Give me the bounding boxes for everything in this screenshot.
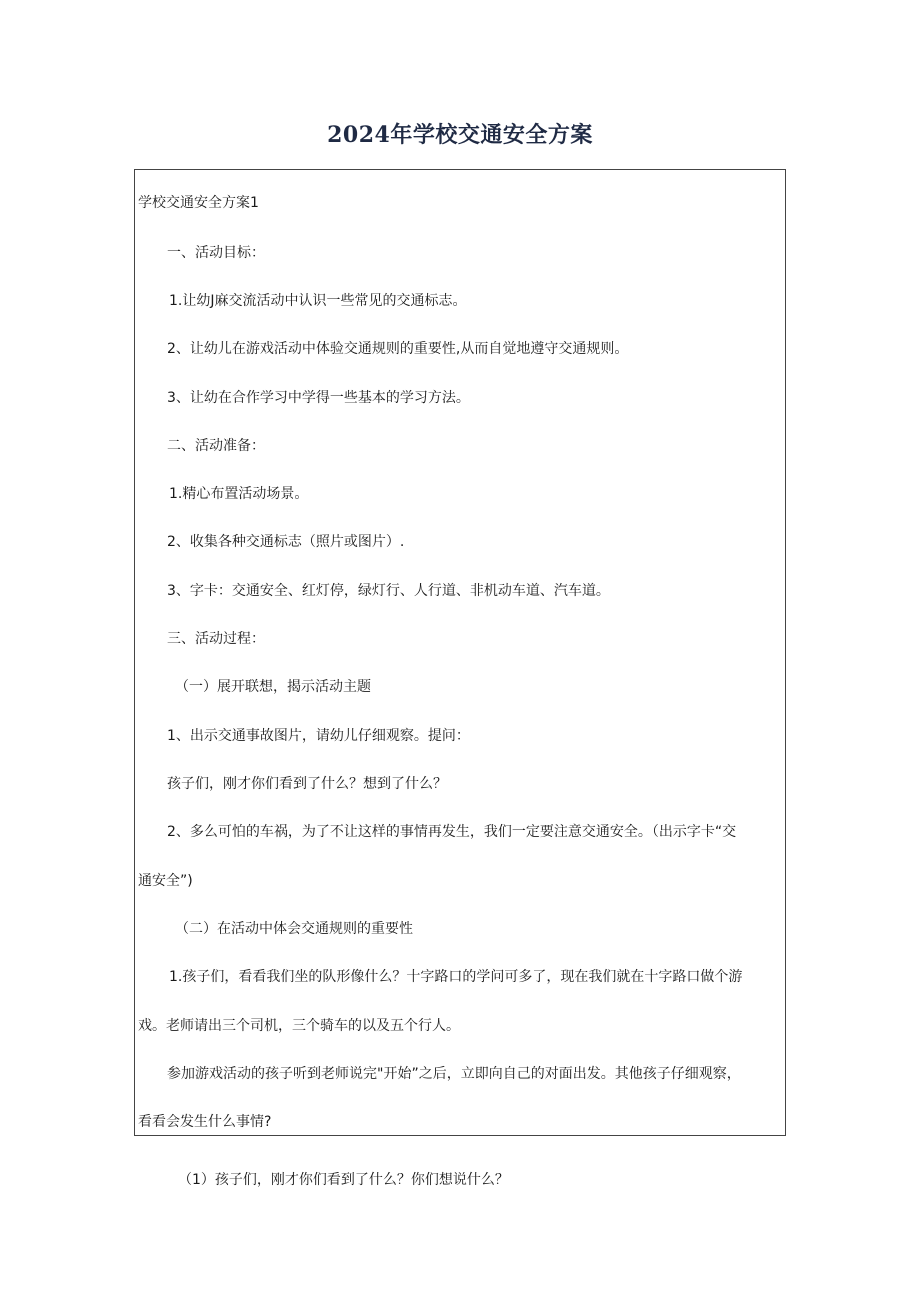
- paragraph: 看看会发生什么事情?: [138, 1114, 272, 1130]
- paragraph: 2、让幼儿在游戏活动中体验交通规则的重要性,从而自觉地遵守交通规则。: [167, 341, 629, 357]
- paragraph-below-box: （1）孩子们，刚才你们看到了什么？你们想说什么？: [178, 1172, 509, 1188]
- paragraph-text: 孩子们，看看我们坐的队形像什么？十字路口的学问可多了，现在我们就在十字路口做个游: [182, 969, 743, 985]
- paragraph: 孩子们，刚才你们看到了什么？想到了什么？: [167, 776, 447, 792]
- paragraph: [169, 967, 742, 987]
- paragraph: 3、字卡：交通安全、红灯停，绿灯行、人行道、非机动车道、汽车道。: [167, 583, 610, 599]
- document-title: 2024年学校交通安全方案: [327, 122, 593, 148]
- highlighted-number: 1.: [169, 969, 183, 985]
- paragraph-text: 让幼J麻交流活动中认识一些常见的交通标志。: [182, 293, 467, 309]
- subsection-heading: （一）展开联想，揭示活动主题: [175, 679, 371, 695]
- paragraph-text: 精心布置活动场景。: [182, 486, 309, 502]
- paragraph: 戏。老师请出三个司机，三个骑车的以及五个行人。: [138, 1018, 460, 1034]
- section-heading: 学校交通安全方案1: [138, 195, 259, 211]
- paragraph: [169, 291, 467, 311]
- highlighted-number: 1.: [169, 486, 183, 502]
- paragraph: 3、让幼在合作学习中学得一些基本的学习方法。: [167, 390, 470, 406]
- paragraph: 2、多么可怕的车祸，为了不让这样的事情再发生，我们一定要注意交通安全。（出示字卡“交: [167, 824, 737, 840]
- paragraph: [169, 484, 308, 504]
- paragraph: 2、收集各种交通标志（照片或图片）.: [167, 534, 405, 550]
- subsection-heading: （二）在活动中体会交通规则的重要性: [175, 921, 413, 937]
- content-box: [134, 169, 786, 1136]
- paragraph: 1、出示交通事故图片，请幼儿仔细观察。提问：: [167, 728, 470, 744]
- highlighted-number: 1.: [169, 293, 183, 309]
- paragraph: 二、活动准备：: [167, 438, 265, 454]
- paragraph: 一、活动目标：: [167, 245, 265, 261]
- paragraph: 三、活动过程：: [167, 631, 265, 647]
- paragraph: 参加游戏活动的孩子听到老师说完"开始”之后，立即向自己的对面出发。其他孩子仔细观察，: [167, 1066, 741, 1082]
- paragraph: 通安全”): [138, 873, 193, 889]
